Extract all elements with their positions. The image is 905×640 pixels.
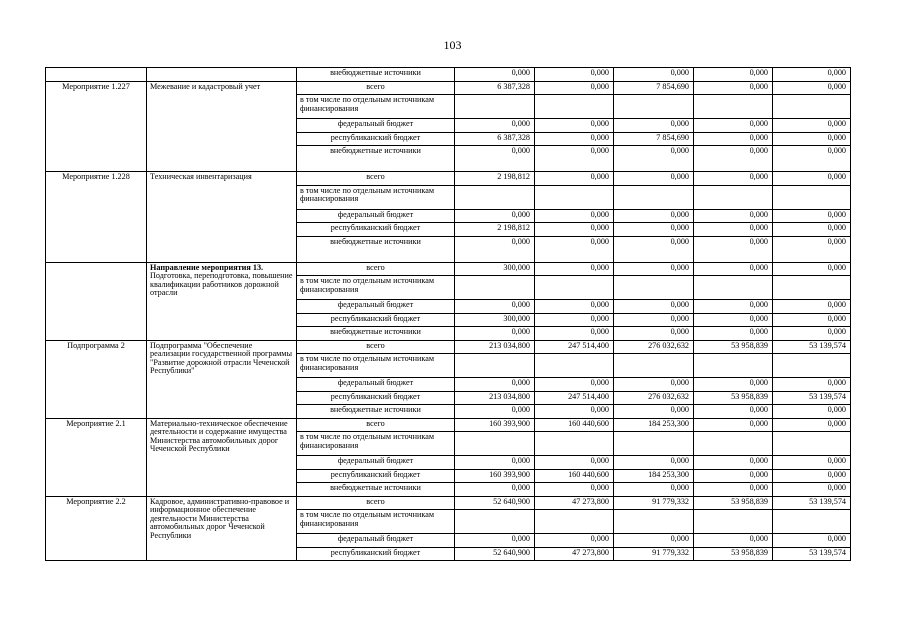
- value-cell: 160 440,600: [535, 418, 614, 432]
- value-cell: 0,000: [614, 534, 694, 548]
- value-cell: 0,000: [535, 209, 614, 223]
- value-cell: 0,000: [773, 313, 851, 327]
- item-code: Мероприятие 2.1: [46, 418, 147, 496]
- value-cell: 0,000: [455, 146, 535, 172]
- value-cell: 160 393,900: [455, 418, 535, 432]
- value-cell: 0,000: [694, 119, 773, 133]
- value-cell: 0,000: [694, 534, 773, 548]
- value-cell: [535, 95, 614, 119]
- item-name: Материально-техническое обеспечение деятельности и содержание имущества Министерства автомобильных дорог Чеченской Республики: [147, 418, 297, 496]
- value-cell: 0,000: [614, 172, 694, 186]
- value-cell: 0,000: [694, 405, 773, 419]
- source-cell: республиканский бюджет: [297, 223, 455, 237]
- value-cell: 0,000: [535, 405, 614, 419]
- value-cell: 213 034,800: [455, 391, 535, 405]
- value-cell: 0,000: [614, 262, 694, 276]
- value-cell: 0,000: [614, 68, 694, 82]
- item-code: Подпрограмма 2: [46, 340, 147, 418]
- item-name: Кадровое, административно-правовое и информационное обеспечение деятельности Министерства автомобильных дорог Чеченской Республики: [147, 496, 297, 561]
- code-cell: [46, 68, 147, 82]
- source-cell: федеральный бюджет: [297, 378, 455, 392]
- value-cell: 0,000: [773, 456, 851, 470]
- table-row: [46, 68, 851, 82]
- value-cell: 52 640,900: [455, 496, 535, 510]
- value-cell: 0,000: [535, 456, 614, 470]
- value-cell: 0,000: [535, 81, 614, 95]
- source-cell: в том числе по отдельным источникам финансирования: [297, 276, 455, 300]
- source-cell: внебюджетные источники: [297, 483, 455, 497]
- source-cell: федеральный бюджет: [297, 456, 455, 470]
- value-cell: [535, 354, 614, 378]
- value-cell: 0,000: [773, 418, 851, 432]
- value-cell: 247 514,400: [535, 391, 614, 405]
- value-cell: 53 139,574: [773, 547, 851, 561]
- name-cell: [147, 68, 297, 82]
- value-cell: 0,000: [535, 300, 614, 314]
- value-cell: 0,000: [455, 327, 535, 341]
- value-cell: 0,000: [614, 313, 694, 327]
- source-cell: в том числе по отдельным источникам финансирования: [297, 432, 455, 456]
- value-cell: 6 387,328: [455, 81, 535, 95]
- value-cell: 2 198,812: [455, 172, 535, 186]
- value-cell: 0,000: [773, 209, 851, 223]
- value-cell: 0,000: [773, 300, 851, 314]
- source-cell: республиканский бюджет: [297, 391, 455, 405]
- value-cell: 0,000: [535, 262, 614, 276]
- value-cell: 0,000: [614, 327, 694, 341]
- value-cell: [455, 276, 535, 300]
- value-cell: 0,000: [535, 236, 614, 262]
- value-cell: 0,000: [694, 236, 773, 262]
- value-cell: 0,000: [694, 132, 773, 146]
- source-cell: республиканский бюджет: [297, 132, 455, 146]
- value-cell: 0,000: [773, 483, 851, 497]
- table-row: [46, 340, 851, 354]
- item-code: Мероприятие 1.227: [46, 81, 147, 172]
- source-cell: федеральный бюджет: [297, 119, 455, 133]
- value-cell: 276 032,632: [614, 340, 694, 354]
- value-cell: [773, 354, 851, 378]
- value-cell: 0,000: [535, 327, 614, 341]
- value-cell: 0,000: [773, 236, 851, 262]
- value-cell: [455, 95, 535, 119]
- table-body: [46, 68, 851, 561]
- value-cell: 0,000: [773, 68, 851, 82]
- item-name-text: Подготовка, переподготовка, повышение квалификации работников дорожной отрасли: [150, 271, 293, 298]
- value-cell: 0,000: [694, 300, 773, 314]
- value-cell: 7 854,690: [614, 81, 694, 95]
- value-cell: 213 034,800: [455, 340, 535, 354]
- value-cell: 0,000: [773, 405, 851, 419]
- table-row: [46, 262, 851, 276]
- value-cell: [455, 432, 535, 456]
- value-cell: 0,000: [535, 172, 614, 186]
- value-cell: 0,000: [535, 146, 614, 172]
- value-cell: 0,000: [773, 172, 851, 186]
- source-cell: в том числе по отдельным источникам финансирования: [297, 95, 455, 119]
- value-cell: 0,000: [694, 68, 773, 82]
- value-cell: [694, 276, 773, 300]
- value-cell: 0,000: [773, 327, 851, 341]
- source-cell: в том числе по отдельным источникам финансирования: [297, 354, 455, 378]
- source-cell: республиканский бюджет: [297, 547, 455, 561]
- item-name: Межевание и кадастровый учет: [147, 81, 297, 172]
- value-cell: 0,000: [455, 119, 535, 133]
- value-cell: 0,000: [694, 209, 773, 223]
- value-cell: 0,000: [614, 209, 694, 223]
- table-row: [46, 418, 851, 432]
- value-cell: 0,000: [694, 172, 773, 186]
- value-cell: 0,000: [455, 378, 535, 392]
- value-cell: 184 253,300: [614, 469, 694, 483]
- value-cell: [694, 510, 773, 534]
- source-cell: всего: [297, 418, 455, 432]
- value-cell: [614, 185, 694, 209]
- item-name-bold: Направление мероприятия 13.: [150, 262, 264, 272]
- value-cell: 0,000: [455, 209, 535, 223]
- value-cell: 2 198,812: [455, 223, 535, 237]
- source-cell: республиканский бюджет: [297, 313, 455, 327]
- value-cell: 300,000: [455, 262, 535, 276]
- value-cell: 0,000: [455, 405, 535, 419]
- value-cell: 0,000: [773, 534, 851, 548]
- value-cell: 7 854,690: [614, 132, 694, 146]
- value-cell: 0,000: [455, 483, 535, 497]
- source-cell: федеральный бюджет: [297, 534, 455, 548]
- value-cell: 0,000: [773, 119, 851, 133]
- value-cell: [773, 185, 851, 209]
- source-cell: всего: [297, 496, 455, 510]
- value-cell: 0,000: [773, 469, 851, 483]
- value-cell: 184 253,300: [614, 418, 694, 432]
- value-cell: 0,000: [614, 236, 694, 262]
- value-cell: 0,000: [773, 378, 851, 392]
- value-cell: 53 958,839: [694, 340, 773, 354]
- value-cell: [614, 510, 694, 534]
- value-cell: 0,000: [455, 68, 535, 82]
- value-cell: 0,000: [455, 456, 535, 470]
- value-cell: [614, 276, 694, 300]
- value-cell: 0,000: [535, 534, 614, 548]
- value-cell: [535, 510, 614, 534]
- source-cell: в том числе по отдельным источникам финансирования: [297, 185, 455, 209]
- value-cell: 53 958,839: [694, 496, 773, 510]
- value-cell: [773, 95, 851, 119]
- value-cell: 0,000: [694, 378, 773, 392]
- value-cell: [694, 432, 773, 456]
- source-cell: внебюджетные источники: [297, 68, 455, 82]
- value-cell: 0,000: [614, 223, 694, 237]
- item-code: Мероприятие 2.2: [46, 496, 147, 561]
- value-cell: [614, 95, 694, 119]
- value-cell: 0,000: [694, 313, 773, 327]
- value-cell: [614, 354, 694, 378]
- table-row: [46, 172, 851, 186]
- item-name: Подпрограмма "Обеспечение реализации государственной программы "Развитие дорожной отрасли Чеченской Республики": [147, 340, 297, 418]
- value-cell: 300,000: [455, 313, 535, 327]
- value-cell: 0,000: [455, 236, 535, 262]
- value-cell: [773, 510, 851, 534]
- value-cell: 91 779,332: [614, 547, 694, 561]
- table-row: [46, 496, 851, 510]
- value-cell: 53 958,839: [694, 391, 773, 405]
- value-cell: 53 139,574: [773, 340, 851, 354]
- value-cell: 0,000: [535, 119, 614, 133]
- value-cell: 276 032,632: [614, 391, 694, 405]
- value-cell: 0,000: [694, 262, 773, 276]
- item-code: [46, 262, 147, 340]
- source-cell: всего: [297, 262, 455, 276]
- value-cell: [694, 95, 773, 119]
- value-cell: 0,000: [535, 68, 614, 82]
- value-cell: [773, 432, 851, 456]
- value-cell: 0,000: [694, 223, 773, 237]
- value-cell: [535, 276, 614, 300]
- value-cell: 53 139,574: [773, 391, 851, 405]
- value-cell: 53 958,839: [694, 547, 773, 561]
- value-cell: [535, 185, 614, 209]
- value-cell: 0,000: [614, 483, 694, 497]
- value-cell: 0,000: [694, 469, 773, 483]
- value-cell: 53 139,574: [773, 496, 851, 510]
- value-cell: [535, 432, 614, 456]
- source-cell: федеральный бюджет: [297, 209, 455, 223]
- item-code: Мероприятие 1.228: [46, 172, 147, 263]
- value-cell: 0,000: [614, 119, 694, 133]
- value-cell: 6 387,328: [455, 132, 535, 146]
- value-cell: 0,000: [773, 262, 851, 276]
- value-cell: 0,000: [694, 81, 773, 95]
- value-cell: 0,000: [694, 327, 773, 341]
- source-cell: республиканский бюджет: [297, 469, 455, 483]
- source-cell: всего: [297, 340, 455, 354]
- value-cell: 0,000: [614, 300, 694, 314]
- source-cell: внебюджетные источники: [297, 236, 455, 262]
- source-cell: внебюджетные источники: [297, 146, 455, 172]
- value-cell: [694, 185, 773, 209]
- source-cell: федеральный бюджет: [297, 300, 455, 314]
- value-cell: 0,000: [455, 300, 535, 314]
- value-cell: 47 273,800: [535, 547, 614, 561]
- value-cell: 0,000: [455, 534, 535, 548]
- item-name: Техническая инвентаризация: [147, 172, 297, 263]
- value-cell: 0,000: [694, 418, 773, 432]
- value-cell: [614, 432, 694, 456]
- value-cell: 91 779,332: [614, 496, 694, 510]
- value-cell: 0,000: [614, 378, 694, 392]
- source-cell: всего: [297, 81, 455, 95]
- table-row: [46, 81, 851, 95]
- value-cell: 52 640,900: [455, 547, 535, 561]
- value-cell: 0,000: [614, 456, 694, 470]
- value-cell: 0,000: [535, 313, 614, 327]
- item-name: [147, 262, 297, 340]
- value-cell: [455, 510, 535, 534]
- value-cell: 0,000: [614, 146, 694, 172]
- value-cell: 0,000: [614, 405, 694, 419]
- value-cell: 47 273,800: [535, 496, 614, 510]
- source-cell: в том числе по отдельным источникам финансирования: [297, 510, 455, 534]
- value-cell: 0,000: [535, 378, 614, 392]
- value-cell: [694, 354, 773, 378]
- page-number: 103: [443, 38, 462, 52]
- value-cell: 0,000: [535, 223, 614, 237]
- value-cell: 0,000: [535, 132, 614, 146]
- value-cell: 0,000: [773, 146, 851, 172]
- value-cell: 0,000: [773, 132, 851, 146]
- value-cell: [773, 276, 851, 300]
- value-cell: 0,000: [694, 456, 773, 470]
- source-cell: внебюджетные источники: [297, 405, 455, 419]
- value-cell: 160 393,900: [455, 469, 535, 483]
- value-cell: 0,000: [694, 483, 773, 497]
- value-cell: 0,000: [535, 483, 614, 497]
- value-cell: [455, 354, 535, 378]
- value-cell: 0,000: [773, 81, 851, 95]
- value-cell: 0,000: [694, 146, 773, 172]
- financing-table: [45, 67, 851, 561]
- value-cell: [455, 185, 535, 209]
- source-cell: всего: [297, 172, 455, 186]
- value-cell: 0,000: [773, 223, 851, 237]
- source-cell: внебюджетные источники: [297, 327, 455, 341]
- value-cell: 160 440,600: [535, 469, 614, 483]
- value-cell: 247 514,400: [535, 340, 614, 354]
